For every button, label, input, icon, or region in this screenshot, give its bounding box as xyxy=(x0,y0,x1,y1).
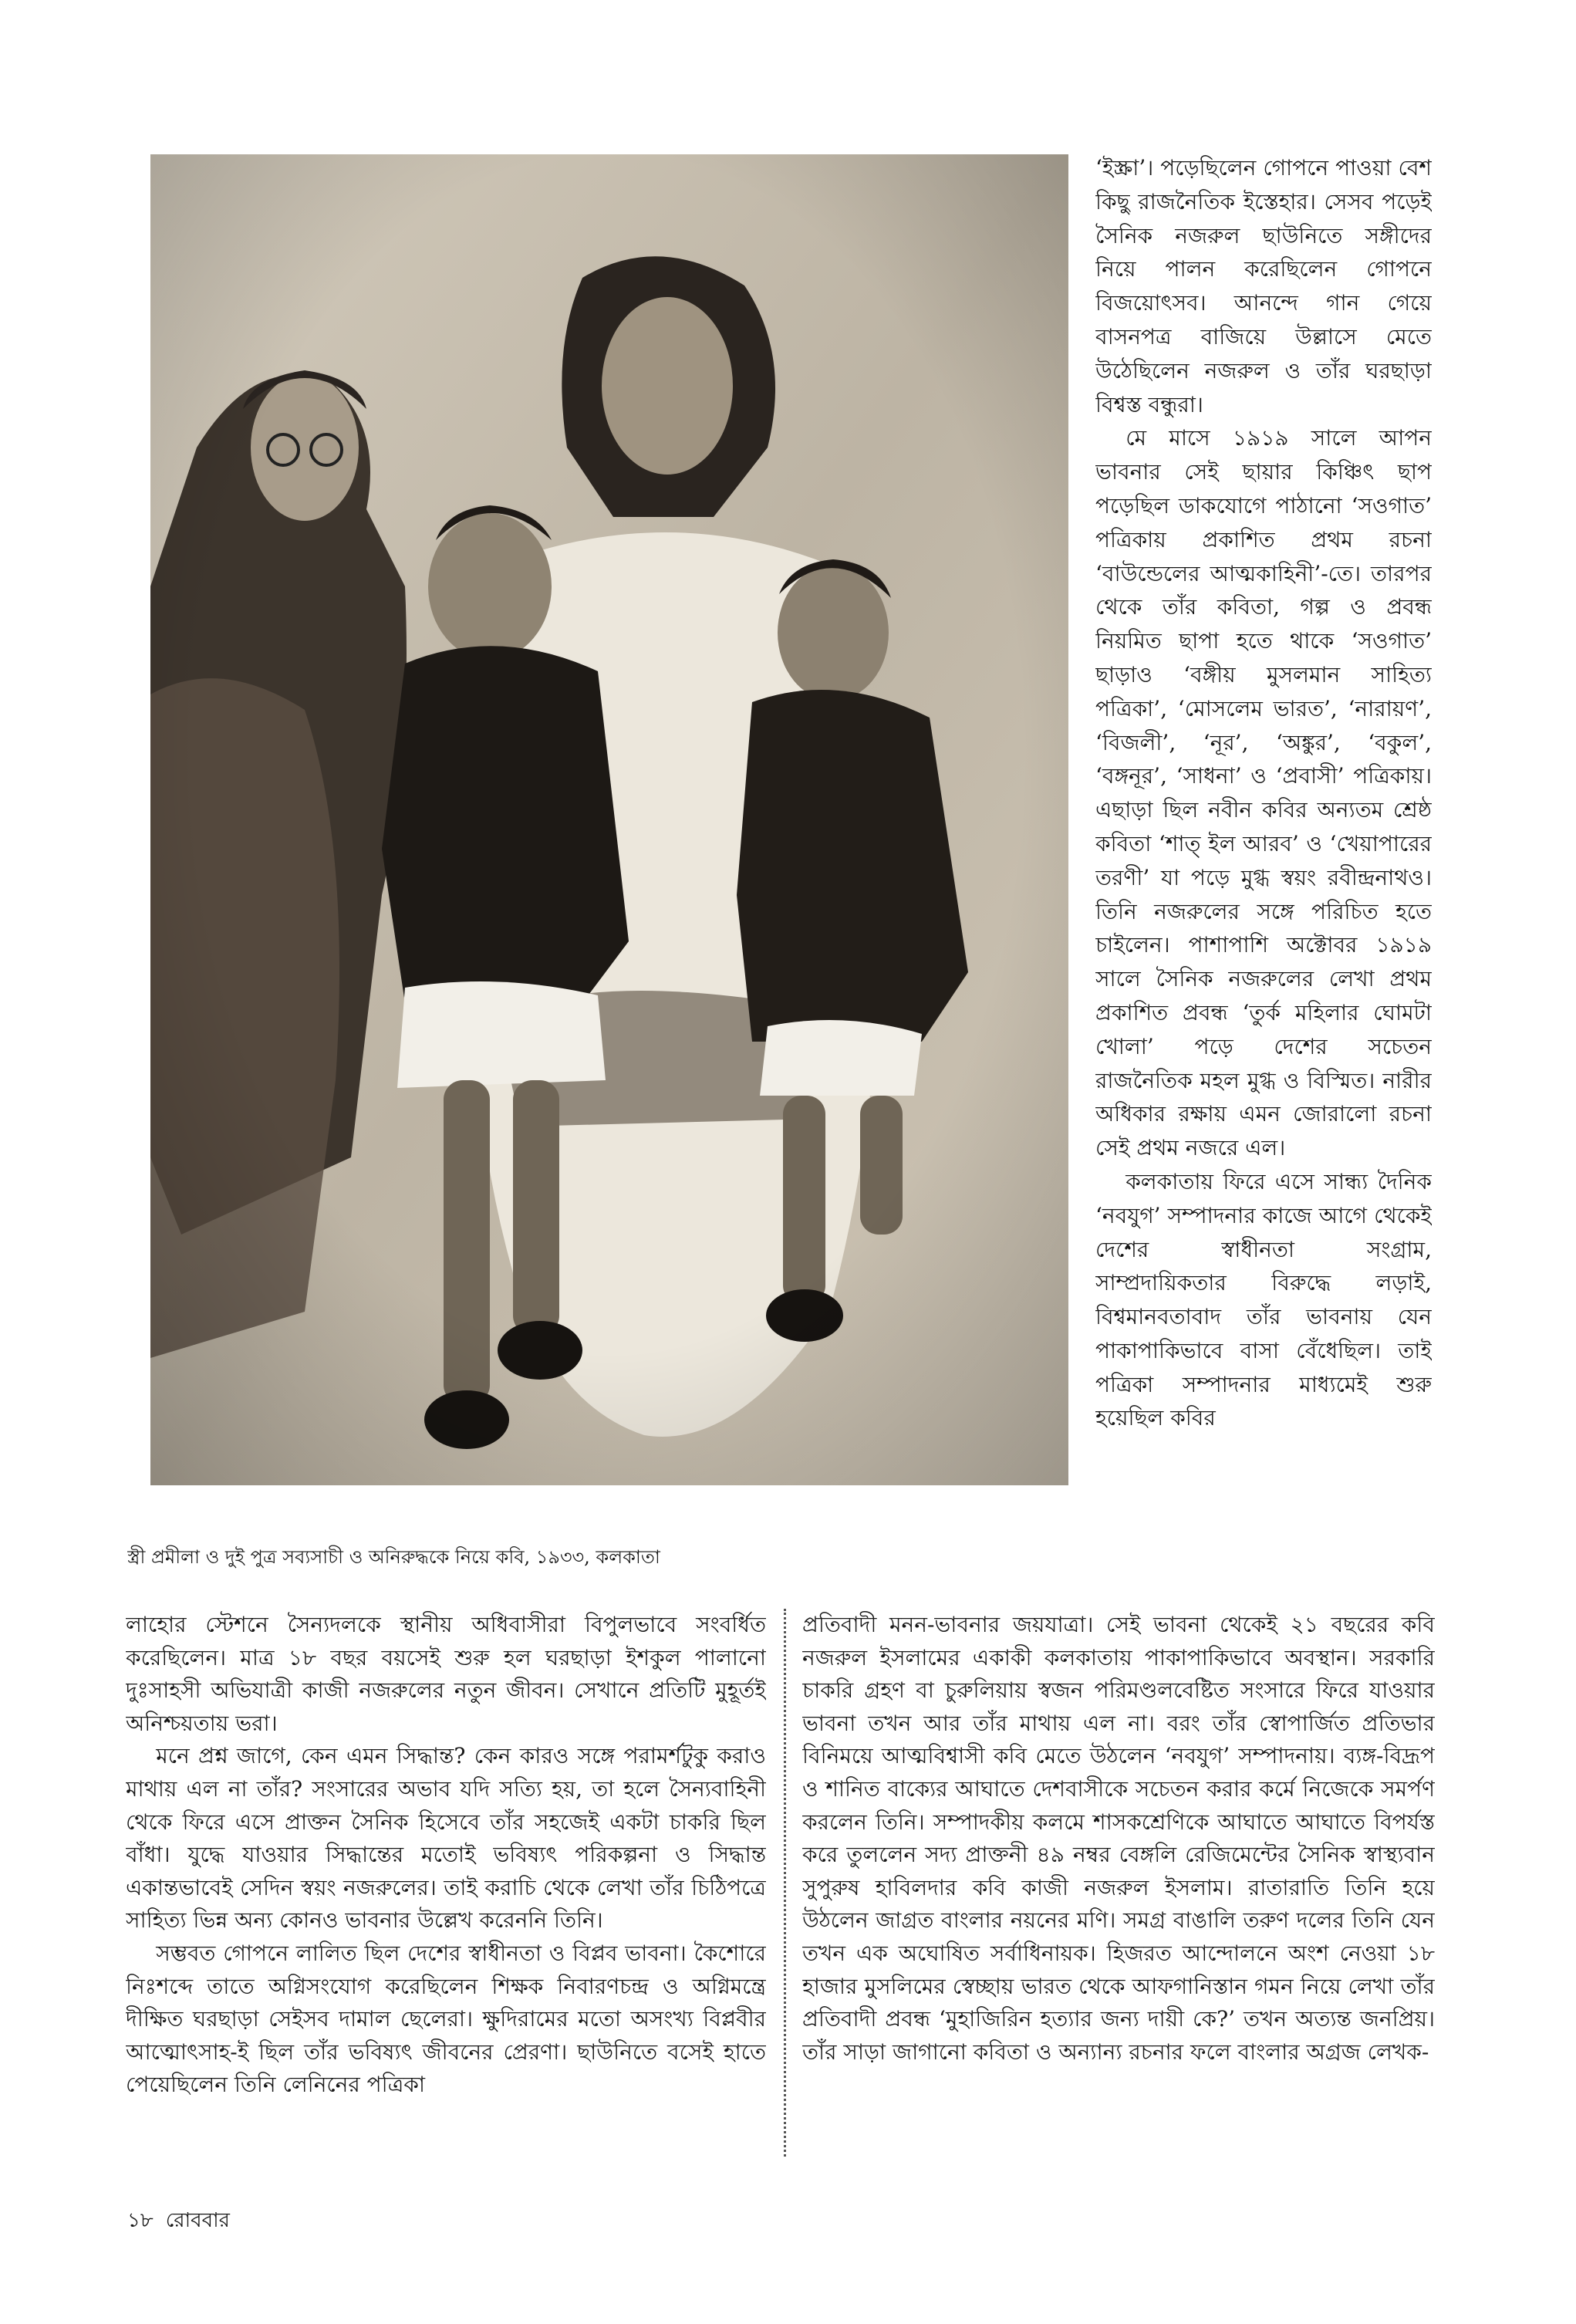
paragraph: সম্ভবত গোপনে লালিত ছিল দেশের স্বাধীনতা ও বিপ্লব ভাবনা। কৈশোরে নিঃশব্দে তাতে অগ্নিসংযোগ করেছিলেন শিক্ষক নিবারণচন্দ্র ও অগ্নিমন্ত্রে দীক্ষিত ঘরছাড়া সেইসব দামাল ছেলেরা। ক্ষুদিরামের মতো অসংখ্য বিপ্লবীর আত্মোৎসাহ-ই ছিল তাঁর ভবিষ্যৎ জীবনের প্রেরণা। ছাউনিতে বসেই হাতে পেয়েছিলেন তিনি লেনিনের পত্রিকা xyxy=(126,1940,766,2098)
page-footer xyxy=(127,2205,230,2236)
paragraph: কলকাতায় ফিরে এসে সান্ধ্য দৈনিক ‘নবযুগ’ সম্পাদনার কাজে আগে থেকেই দেশের স্বাধীনতা সংগ্রাম, সাম্প্রদায়িকতার বিরুদ্ধে লড়াই, বিশ্বমানবতাবাদ তাঁর ভাবনায় যেন পাকাপাকিভাবে বাসা বেঁধেছিল। তাই পত্রিকা সম্পাদনার মাধ্যমেই শুরু হয়েছিল কবির xyxy=(1095,1168,1432,1431)
paragraph: ‘ইস্ক্রা’। পড়েছিলেন গোপনে পাওয়া বেশ কিছু রাজনৈতিক ইস্তেহার। সেসব পড়েই সৈনিক নজরুল ছাউনিতে সঙ্গীদের নিয়ে পালন করেছিলেন গোপনে বিজয়োৎসব। আনন্দে গান গেয়ে বাসনপত্র বাজিয়ে উল্লাসে মেতে উঠেছিলেন নজরুল ও তাঁর ঘরছাড়া বিশ্বস্ত বন্ধুরা। xyxy=(1095,155,1432,417)
photo-illustration xyxy=(150,154,1068,1485)
paragraph: লাহোর স্টেশনে সৈন্যদলকে স্থানীয় অধিবাসীরা বিপুলভাবে সংবর্ধিত করেছিলেন। মাত্র ১৮ বছর বয়সেই শুরু হল ঘরছাড়া ইশকুল পালানো দুঃসাহসী অভিযাত্রী কাজী নজরুলের নতুন জীবন। সেখানে প্রতিটি মুহূর্তই অনিশ্চয়তায় ভরা। xyxy=(126,1612,766,1736)
photo-caption: স্ত্রী প্রমীলা ও দুই পুত্র সব্যসাচী ও অনিরুদ্ধকে নিয়ে কবি, ১৯৩৩, কলকাতা xyxy=(127,1546,660,1568)
magazine-name: রোববার xyxy=(165,2209,230,2232)
bottom-right-text-column xyxy=(802,1609,1435,2164)
paragraph: মে মাসে ১৯১৯ সালে আপন ভাবনার সেই ছায়ার কিঞ্চিৎ ছাপ পড়েছিল ডাকযোগে পাঠানো ‘সওগাত’ পত্রিকায় প্রকাশিত প্রথম রচনা ‘বাউন্ডেলের আত্মকাহিনী’-তে। তারপর থেকে তাঁর কবিতা, গল্প ও প্রবন্ধ নিয়মিত ছাপা হতে থাকে ‘সওগাত’ ছাড়াও ‘বঙ্গীয় মুসলমান সাহিত্য পত্রিকা’, ‘মোসলেম ভারত’, ‘নারায়ণ’, ‘বিজলী’, ‘নূর’, ‘অঙ্কুর’, ‘বকুল’, ‘বঙ্গনূর’, ‘সাধনা’ ও ‘প্রবাসী’ পত্রিকায়। এছাড়া ছিল নবীন কবির অন্যতম শ্রেষ্ঠ কবিতা ‘শাত্ ইল আরব’ ও ‘খেয়াপারের তরণী’ যা পড়ে মুগ্ধ স্বয়ং রবীন্দ্রনাথও। তিনি নজরুলের সঙ্গে পরিচিত হতে চাইলেন। পাশাপাশি অক্টোবর ১৯১৯ সালে সৈনিক নজরুলের লেখা প্রথম প্রকাশিত প্রবন্ধ ‘তুর্ক মহিলার ঘোমটা খোলা’ পড়ে দেশের সচেতন রাজনৈতিক মহল মুগ্ধ ও বিস্মিত। নারীর অধিকার রক্ষায় এমন জোরালো রচনা সেই প্রথম নজরে এল। xyxy=(1095,425,1432,1161)
right-text-column xyxy=(1095,151,1432,1617)
column-divider xyxy=(784,1609,786,2157)
family-photograph xyxy=(150,154,1068,1485)
paragraph: মনে প্রশ্ন জাগে, কেন এমন সিদ্ধান্ত? কেন কারও সঙ্গে পরামর্শটুকু করাও মাথায় এল না তাঁর? সংসারের অভাব যদি সত্যি হয়, তা হলে সৈন্যবাহিনী থেকে ফিরে এসে প্রাক্তন সৈনিক হিসেবে তাঁর সহজেই একটা চাকরি ছিল বাঁধা। যুদ্ধে যাওয়ার সিদ্ধান্তের মতোই ভবিষ্যৎ পরিকল্পনা ও সিদ্ধান্ত একান্তভাবেই সেদিন স্বয়ং নজরুলের। তাই করাচি থেকে লেখা তাঁর চিঠিপত্রে সাহিত্য ভিন্ন অন্য কোনও ভাবনার উল্লেখ করেননি তিনি। xyxy=(126,1743,766,1934)
bottom-left-text-column xyxy=(126,1609,766,2164)
paragraph: প্রতিবাদী মনন-ভাবনার জয়যাত্রা। সেই ভাবনা থেকেই ২১ বছরের কবি নজরুল ইসলামের একাকী কলকাতায় পাকাপাকিভাবে অবস্থান। সরকারি চাকরি গ্রহণ বা চুরুলিয়ায় স্বজন পরিমণ্ডলবেষ্টিত সংসারে ফিরে যাওয়ার ভাবনা তখন আর তাঁর মাথায় এল না। বরং তাঁর স্বোপার্জিত প্রতিভার বিনিময়ে আত্মবিশ্বাসী কবি মেতে উঠলেন ‘নবযুগ’ সম্পাদনায়। ব্যঙ্গ-বিদ্রূপ ও শানিত বাক্যের আঘাতে দেশবাসীকে সচেতন করার কর্মে নিজেকে সমর্পণ করলেন তিনি। সম্পাদকীয় কলমে শাসকশ্রেণিকে আঘাতে আঘাতে বিপর্যস্ত করে তুললেন সদ্য প্রাক্তনী ৪৯ নম্বর বেঙ্গলি রেজিমেন্টের সৈনিক স্বাস্থ্যবান সুপুরুষ হাবিলদার কবি কাজী নজরুল ইসলাম। রাতারাতি তিনি হয়ে উঠলেন জাগ্রত বাংলার নয়নের মণি। সমগ্র বাঙালি তরুণ দলের তিনি যেন তখন এক অঘোষিত সর্বাধিনায়ক। হিজরত আন্দোলনে অংশ নেওয়া ১৮ হাজার মুসলিমের স্বেচ্ছায় ভারত থেকে আফগানিস্তান গমন নিয়ে লেখা তাঁর প্রতিবাদী প্রবন্ধ ‘মুহাজিরিন হত্যার জন্য দায়ী কে?’ তখন অত্যন্ত জনপ্রিয়। তাঁর সাড়া জাগানো কবিতা ও অন্যান্য রচনার ফলে বাংলার অগ্রজ লেখক- xyxy=(802,1612,1435,2065)
page-number: ১৮ xyxy=(127,2209,154,2232)
